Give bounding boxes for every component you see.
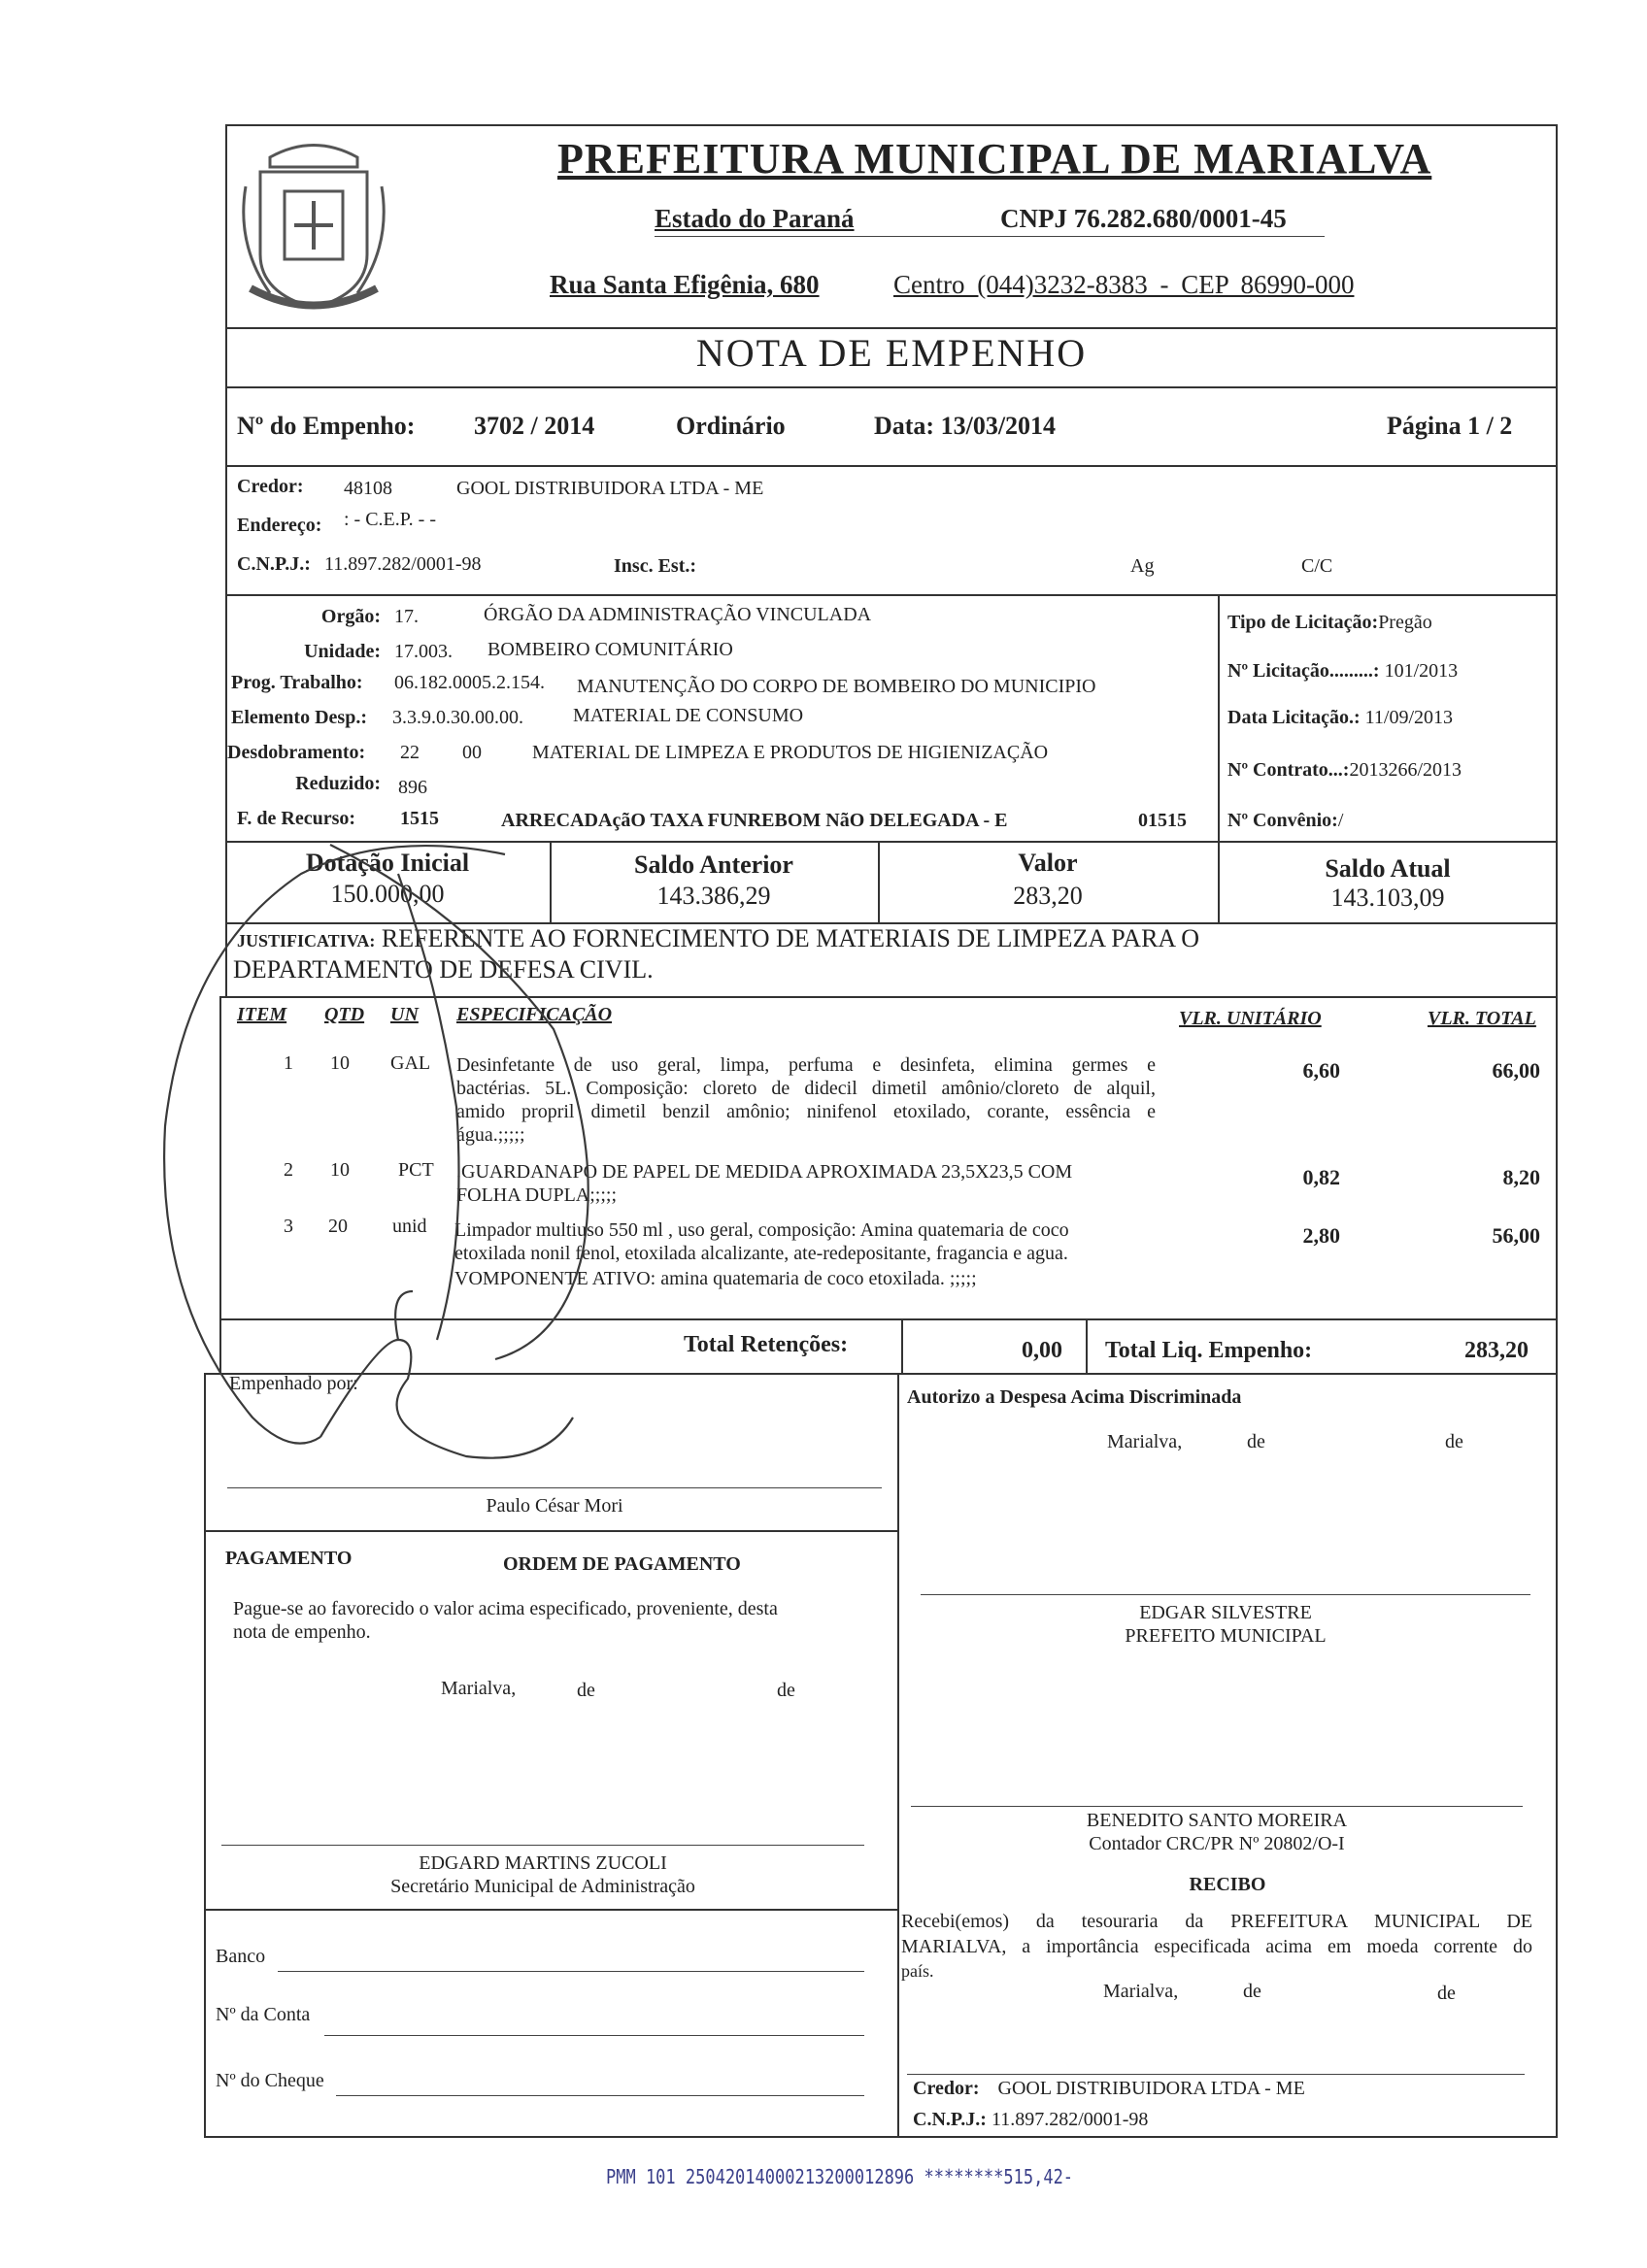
pagamento-divider — [204, 1530, 899, 1532]
pague-line1: Pague-se ao favorecido o valor acima especificado, proveniente, desta — [233, 1598, 778, 1619]
justificativa-text1: REFERENTE AO FORNECIMENTO DE MATERIAIS DE LIMPEZA PARA O — [381, 924, 1200, 952]
item-spec-line: água.;;;;; — [456, 1124, 525, 1146]
frec-name: ARRECADAçãO TAXA FUNREBOM NãO DELEGADA - E — [501, 810, 1008, 831]
item-un: PCT — [398, 1159, 434, 1181]
secretario-role: Secretário Municipal de Administração — [390, 1876, 695, 1897]
recibo-credor-name: GOOL DISTRIBUIDORA LTDA - ME — [997, 2078, 1305, 2099]
cheque-label: Nº do Cheque — [216, 2070, 324, 2091]
autorizo-de-1: de — [1247, 1431, 1265, 1452]
desdobramento-name: MATERIAL DE LIMPEZA E PRODUTOS DE HIGIENIZAÇÃO — [532, 742, 1049, 763]
data-licitacao — [1227, 707, 1453, 729]
conta-label: Nº da Conta — [216, 2004, 311, 2025]
dotacao-value: 150.000,00 — [330, 880, 445, 908]
item-unit-value: 6,60 — [1302, 1058, 1340, 1083]
elemento-label: Elemento Desp.: — [231, 707, 367, 728]
item-unit-value: 2,80 — [1302, 1223, 1340, 1248]
prog-label: Prog. Trabalho: — [231, 672, 363, 693]
col-unit-header: VLR. UNITÁRIO — [1179, 1008, 1322, 1029]
secretario-line — [221, 1845, 864, 1846]
cnpj-value: 11.897.282/0001-98 — [324, 553, 482, 575]
recibo-cnpj-label: C.N.P.J.: — [913, 2109, 987, 2130]
num-contrato-label: Nº Contrato...: — [1227, 759, 1350, 781]
autorizo-marialva: Marialva, — [1107, 1431, 1183, 1452]
item-spec-line: bactérias. 5L. Composição: cloreto de didecil dimetil amônio/cloreto de alquil, — [456, 1078, 1156, 1099]
doc-title: NOTA DE EMPENHO — [695, 331, 1088, 375]
empenho-number: 3702 / 2014 — [474, 412, 595, 440]
empenhado-label: Empenhado por: — [229, 1373, 358, 1394]
empenhado-line — [227, 1487, 882, 1488]
prefeito-name: EDGAR SILVESTRE — [1139, 1602, 1312, 1623]
num-licitacao-value: 101/2013 — [1384, 660, 1459, 682]
autorizo-de-2: de — [1445, 1431, 1463, 1452]
atual-value: 143.103,09 — [1330, 884, 1445, 912]
valor-value: 283,20 — [1013, 882, 1083, 910]
item-spec-line: etoxilada nonil fenol, etoxilada alcalizante, ate-redepositante, fragancia e agua. — [454, 1243, 1068, 1264]
total-retencoes-value: 0,00 — [1022, 1338, 1062, 1363]
recibo-marialva: Marialva, — [1103, 1981, 1179, 2002]
empenho-label: Nº do Empenho: — [237, 412, 416, 440]
header-state: Estado do Paraná — [655, 204, 855, 233]
item-total-value: 66,00 — [1492, 1058, 1540, 1083]
desdobramento-b: 00 — [462, 742, 482, 763]
justificativa-label: JUSTIFICATIVA: — [237, 931, 376, 951]
pagamento-marialva: Marialva, — [441, 1678, 517, 1699]
banco-line — [278, 1971, 864, 1972]
tipo-licitacao-value: Pregão — [1378, 612, 1432, 633]
reduzido-label: Reduzido: — [295, 773, 381, 794]
justificativa-line2: DEPARTAMENTO DE DEFESA CIVIL. — [233, 955, 654, 984]
totals-divider-2 — [1086, 1318, 1088, 1375]
unidade-name: BOMBEIRO COMUNITÁRIO — [487, 639, 733, 660]
num-contrato-value: 2013266/2013 — [1349, 759, 1462, 781]
total-liq-value: 283,20 — [1464, 1338, 1529, 1363]
prefeito-line — [921, 1594, 1530, 1595]
credor-name: GOOL DISTRIBUIDORA LTDA - ME — [456, 478, 764, 499]
item-spec-line: Limpador multiuso 550 ml , uso geral, composição: Amina quatemaria de coco — [454, 1219, 1069, 1241]
recibo-de-1: de — [1243, 1981, 1261, 2002]
header-district-phone: Centro (044)3232-8383 - CEP 86990-000 — [893, 270, 1355, 299]
empenho-date: Data: 13/03/2014 — [874, 412, 1057, 440]
elemento-name: MATERIAL DE CONSUMO — [573, 705, 804, 726]
pagamento-label: PAGAMENTO — [225, 1548, 353, 1569]
valor-label: Valor — [1018, 849, 1078, 877]
recibo-cnpj-value: 11.897.282/0001-98 — [991, 2109, 1149, 2130]
orgao-label: Orgão: — [320, 606, 381, 627]
handwritten-signature — [146, 835, 612, 1466]
dotacao-label: Dotação Inicial — [305, 849, 470, 877]
reduzido-value: 896 — [398, 777, 427, 798]
num-convenio-value: / — [1337, 810, 1344, 831]
item-spec-line: FOLHA DUPLA;;;;; — [456, 1184, 618, 1206]
item-spec-line: VOMPONENTE ATIVO: amina quatemaria de coco etoxilada. ;;;;; — [454, 1268, 977, 1289]
recibo-divider — [204, 1909, 899, 1911]
conta-line — [324, 2035, 864, 2036]
unidade-label: Unidade: — [304, 641, 381, 662]
prefeito-role: PREFEITO MUNICIPAL — [1125, 1625, 1327, 1647]
recibo-de-2: de — [1437, 1983, 1456, 2004]
header-cnpj: CNPJ 76.282.680/0001-45 — [1000, 204, 1287, 233]
recibo-signature-line — [907, 2074, 1525, 2075]
empenhado-name: Paulo César Mori — [486, 1495, 623, 1517]
item-spec-line: amido propril dimetil benzil amônio; ninifenol etoxilado, corante, essência e — [456, 1101, 1156, 1122]
credor-label: Credor: — [237, 476, 304, 497]
credor-code: 48108 — [344, 478, 392, 499]
desdobramento-label: Desdobramento: — [227, 742, 366, 763]
insc-label: Insc. Est.: — [614, 555, 697, 577]
item-total-value: 8,20 — [1502, 1165, 1540, 1189]
num-convenio-label: Nº Convênio: — [1227, 810, 1338, 831]
orgao-code: 17. — [394, 606, 419, 627]
empenho-page: Página 1 / 2 — [1387, 412, 1513, 440]
header-state-line — [655, 236, 1325, 237]
pagamento-de-1: de — [577, 1680, 595, 1701]
tipo-licitacao — [1227, 612, 1432, 634]
frec-num: 01515 — [1138, 810, 1187, 831]
item-un: GAL — [390, 1052, 431, 1074]
col-un-header: UN — [390, 1004, 419, 1025]
item-spec-line: .GUARDANAPO DE PAPEL DE MEDIDA APROXIMADA 23,5X23,5 COM — [456, 1161, 1073, 1183]
total-retencoes-label: Total Retenções: — [684, 1332, 849, 1357]
orgao-name: ÓRGÃO DA ADMINISTRAÇÃO VINCULADA — [484, 604, 872, 625]
item-unit-value: 0,82 — [1302, 1165, 1340, 1189]
anterior-label: Saldo Anterior — [634, 850, 793, 879]
total-liq-label: Total Liq. Empenho: — [1105, 1338, 1313, 1363]
prog-name: MANUTENÇÃO DO CORPO DE BOMBEIRO DO MUNICIPIO — [577, 676, 1096, 697]
endereco-label: Endereço: — [237, 515, 322, 536]
elemento-code: 3.3.9.0.30.00.00. — [392, 707, 523, 728]
footer-code: PMM 101 25042014000213200012896 ********515,42- — [606, 2165, 1074, 2188]
item-number: 2 — [284, 1159, 293, 1181]
item-qtd: 10 — [330, 1052, 350, 1074]
endereco-value: : - C.E.P. - - — [344, 509, 436, 530]
prog-code: 06.182.0005.2.154. — [394, 672, 545, 693]
contador-role: Contador CRC/PR Nº 20802/O-I — [1089, 1833, 1345, 1854]
num-licitacao — [1227, 660, 1458, 683]
anterior-value: 143.386,29 — [656, 882, 771, 910]
tipo-licitacao-label: Tipo de Licitação: — [1227, 612, 1379, 633]
desdobramento-a: 22 — [400, 742, 420, 763]
item-total-value: 56,00 — [1492, 1223, 1540, 1248]
ordem-pagamento-label: ORDEM DE PAGAMENTO — [503, 1553, 741, 1575]
item-spec-line: Desinfetante de uso geral, limpa, perfuma e desinfeta, elimina germes e — [456, 1054, 1156, 1076]
col-spec-header: ESPECIFICAÇÃO — [456, 1004, 613, 1025]
empenho-type: Ordinário — [676, 412, 786, 440]
item-qtd: 20 — [328, 1216, 348, 1237]
col-qtd-header: QTD — [324, 1004, 365, 1025]
banco-label: Banco — [216, 1946, 266, 1967]
recibo-line2: MARIALVA, a importância especificada acima em moeda corrente do — [901, 1936, 1532, 1957]
cnpj-label: C.N.P.J.: — [237, 553, 311, 575]
recibo-cnpj — [913, 2109, 1148, 2131]
item-number: 1 — [284, 1052, 293, 1074]
ag-label: Ag — [1130, 555, 1155, 577]
unidade-code: 17.003. — [394, 641, 453, 662]
num-contrato — [1227, 759, 1462, 782]
totals-divider-1 — [901, 1318, 903, 1375]
num-convenio — [1227, 810, 1343, 832]
col-total-header: VLR. TOTAL — [1428, 1008, 1536, 1029]
data-licitacao-label: Data Licitação.: — [1227, 707, 1361, 728]
pague-line2: nota de empenho. — [233, 1621, 371, 1643]
recibo-credor-label: Credor: — [913, 2078, 980, 2099]
cc-label: C/C — [1301, 555, 1333, 577]
col-item-header: ITEM — [237, 1004, 287, 1025]
autorizo-text: Autorizo a Despesa Acima Discriminada — [907, 1386, 1242, 1408]
atual-label: Saldo Atual — [1325, 854, 1451, 883]
contador-name: BENEDITO SANTO MOREIRA — [1086, 1810, 1348, 1831]
signature-divider — [897, 1373, 899, 2138]
recibo-title: RECIBO — [1189, 1874, 1266, 1895]
cheque-line — [336, 2095, 864, 2096]
municipal-seal-icon — [231, 128, 396, 322]
recibo-credor — [913, 2078, 1305, 2100]
item-un: unid — [392, 1216, 427, 1237]
recibo-line3: país. — [901, 1961, 934, 1981]
num-licitacao-label: Nº Licitação.........: — [1227, 660, 1380, 682]
item-number: 3 — [284, 1216, 293, 1237]
frec-label: F. de Recurso: — [237, 808, 356, 829]
data-licitacao-value: 11/09/2013 — [1364, 707, 1454, 728]
secretario-name: EDGARD MARTINS ZUCOLI — [419, 1852, 667, 1874]
contador-line — [911, 1806, 1523, 1807]
header-title: PREFEITURA MUNICIPAL DE MARIALVA — [557, 135, 1432, 183]
header-address: Rua Santa Efigênia, 680 — [550, 270, 820, 299]
frec-code: 1515 — [400, 808, 439, 829]
item-qtd: 10 — [330, 1159, 350, 1181]
header-divider — [225, 327, 1558, 329]
pagamento-de-2: de — [777, 1680, 795, 1701]
recibo-line1: Recebi(emos) da tesouraria da PREFEITURA MUNICIPAL DE — [901, 1911, 1532, 1932]
